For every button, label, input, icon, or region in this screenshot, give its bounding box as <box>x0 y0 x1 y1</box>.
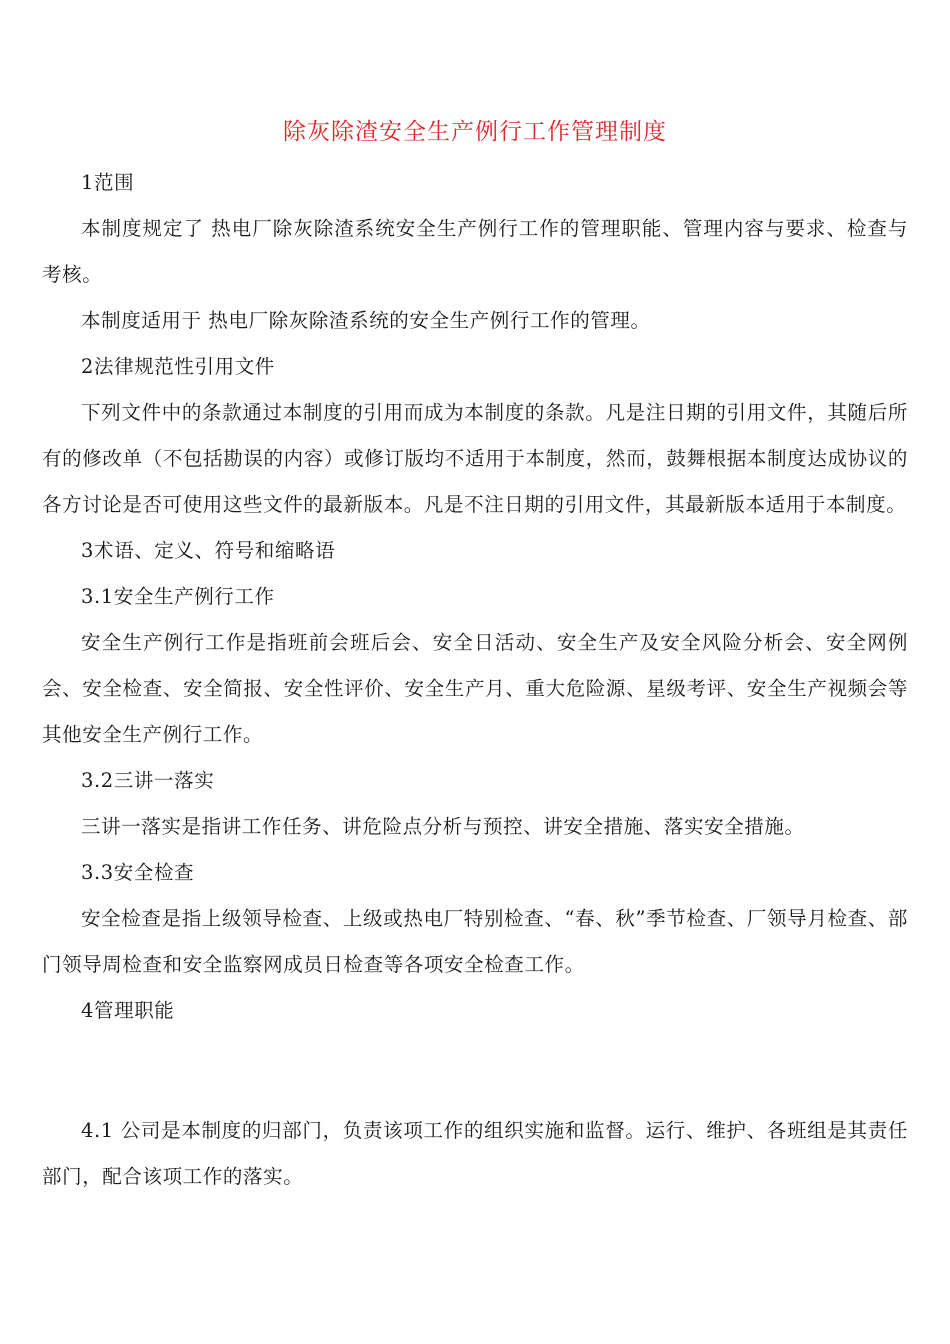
section-heading-terms: 3术语、定义、符号和缩略语 <box>81 539 336 562</box>
subsection-heading-routine-work: 3.1安全生产例行工作 <box>81 585 275 608</box>
document-title: 除灰除渣安全生产例行工作管理制度 <box>283 119 667 145</box>
paragraph-three-talks: 三讲一落实是指讲工作任务、讲危险点分析与预控、讲安全措施、落实安全措施。 <box>81 815 805 838</box>
section-heading-scope: 1范围 <box>81 171 135 194</box>
section-heading-management: 4管理职能 <box>81 999 175 1022</box>
paragraph-scope-applicability: 本制度适用于 热电厂除灰除渣系统的安全生产例行工作的管理。 <box>81 309 651 332</box>
subsection-heading-three-talks: 3.2三讲一落实 <box>81 769 215 792</box>
paragraph-safety-inspection: 安全检查是指上级领导检查、上级或热电厂特别检查、“春、秋”季节检查、厂领导月检查、部门领导周检查和安全监察网成员日检查等各项安全检查工作。 <box>42 907 908 976</box>
paragraph-routine-work: 安全生产例行工作是指班前会班后会、安全日活动、安全生产及安全风险分析会、安全网例会、安全检查、安全简报、安全性评价、安全生产月、重大危险源、星级考评、安全生产视频会等其他安全生产例行工作。 <box>42 631 908 746</box>
blank-space <box>42 1034 908 1108</box>
document-body <box>42 160 908 1200</box>
paragraph-references: 下列文件中的条款通过本制度的引用而成为本制度的条款。凡是注日期的引用文件，其随后所有的修改单（不包括勘误的内容）或修订版均不适用于本制度，然而，鼓舞根据本制度达成协议的各方讨论是否可使用这些文件的最新版本。凡是不注日期的引用文件，其最新版本适用于本制度。 <box>42 401 908 516</box>
paragraph-management-duty: 4.1 公司是本制度的归部门，负责该项工作的组织实施和监督。运行、维护、各班组是其责任部门，配合该项工作的落实。 <box>42 1119 908 1188</box>
subsection-heading-safety-inspection: 3.3安全检查 <box>81 861 195 884</box>
section-heading-references: 2法律规范性引用文件 <box>81 355 275 378</box>
paragraph-scope-definition: 本制度规定了 热电厂除灰除渣系统安全生产例行工作的管理职能、管理内容与要求、检查与考核。 <box>42 217 908 286</box>
